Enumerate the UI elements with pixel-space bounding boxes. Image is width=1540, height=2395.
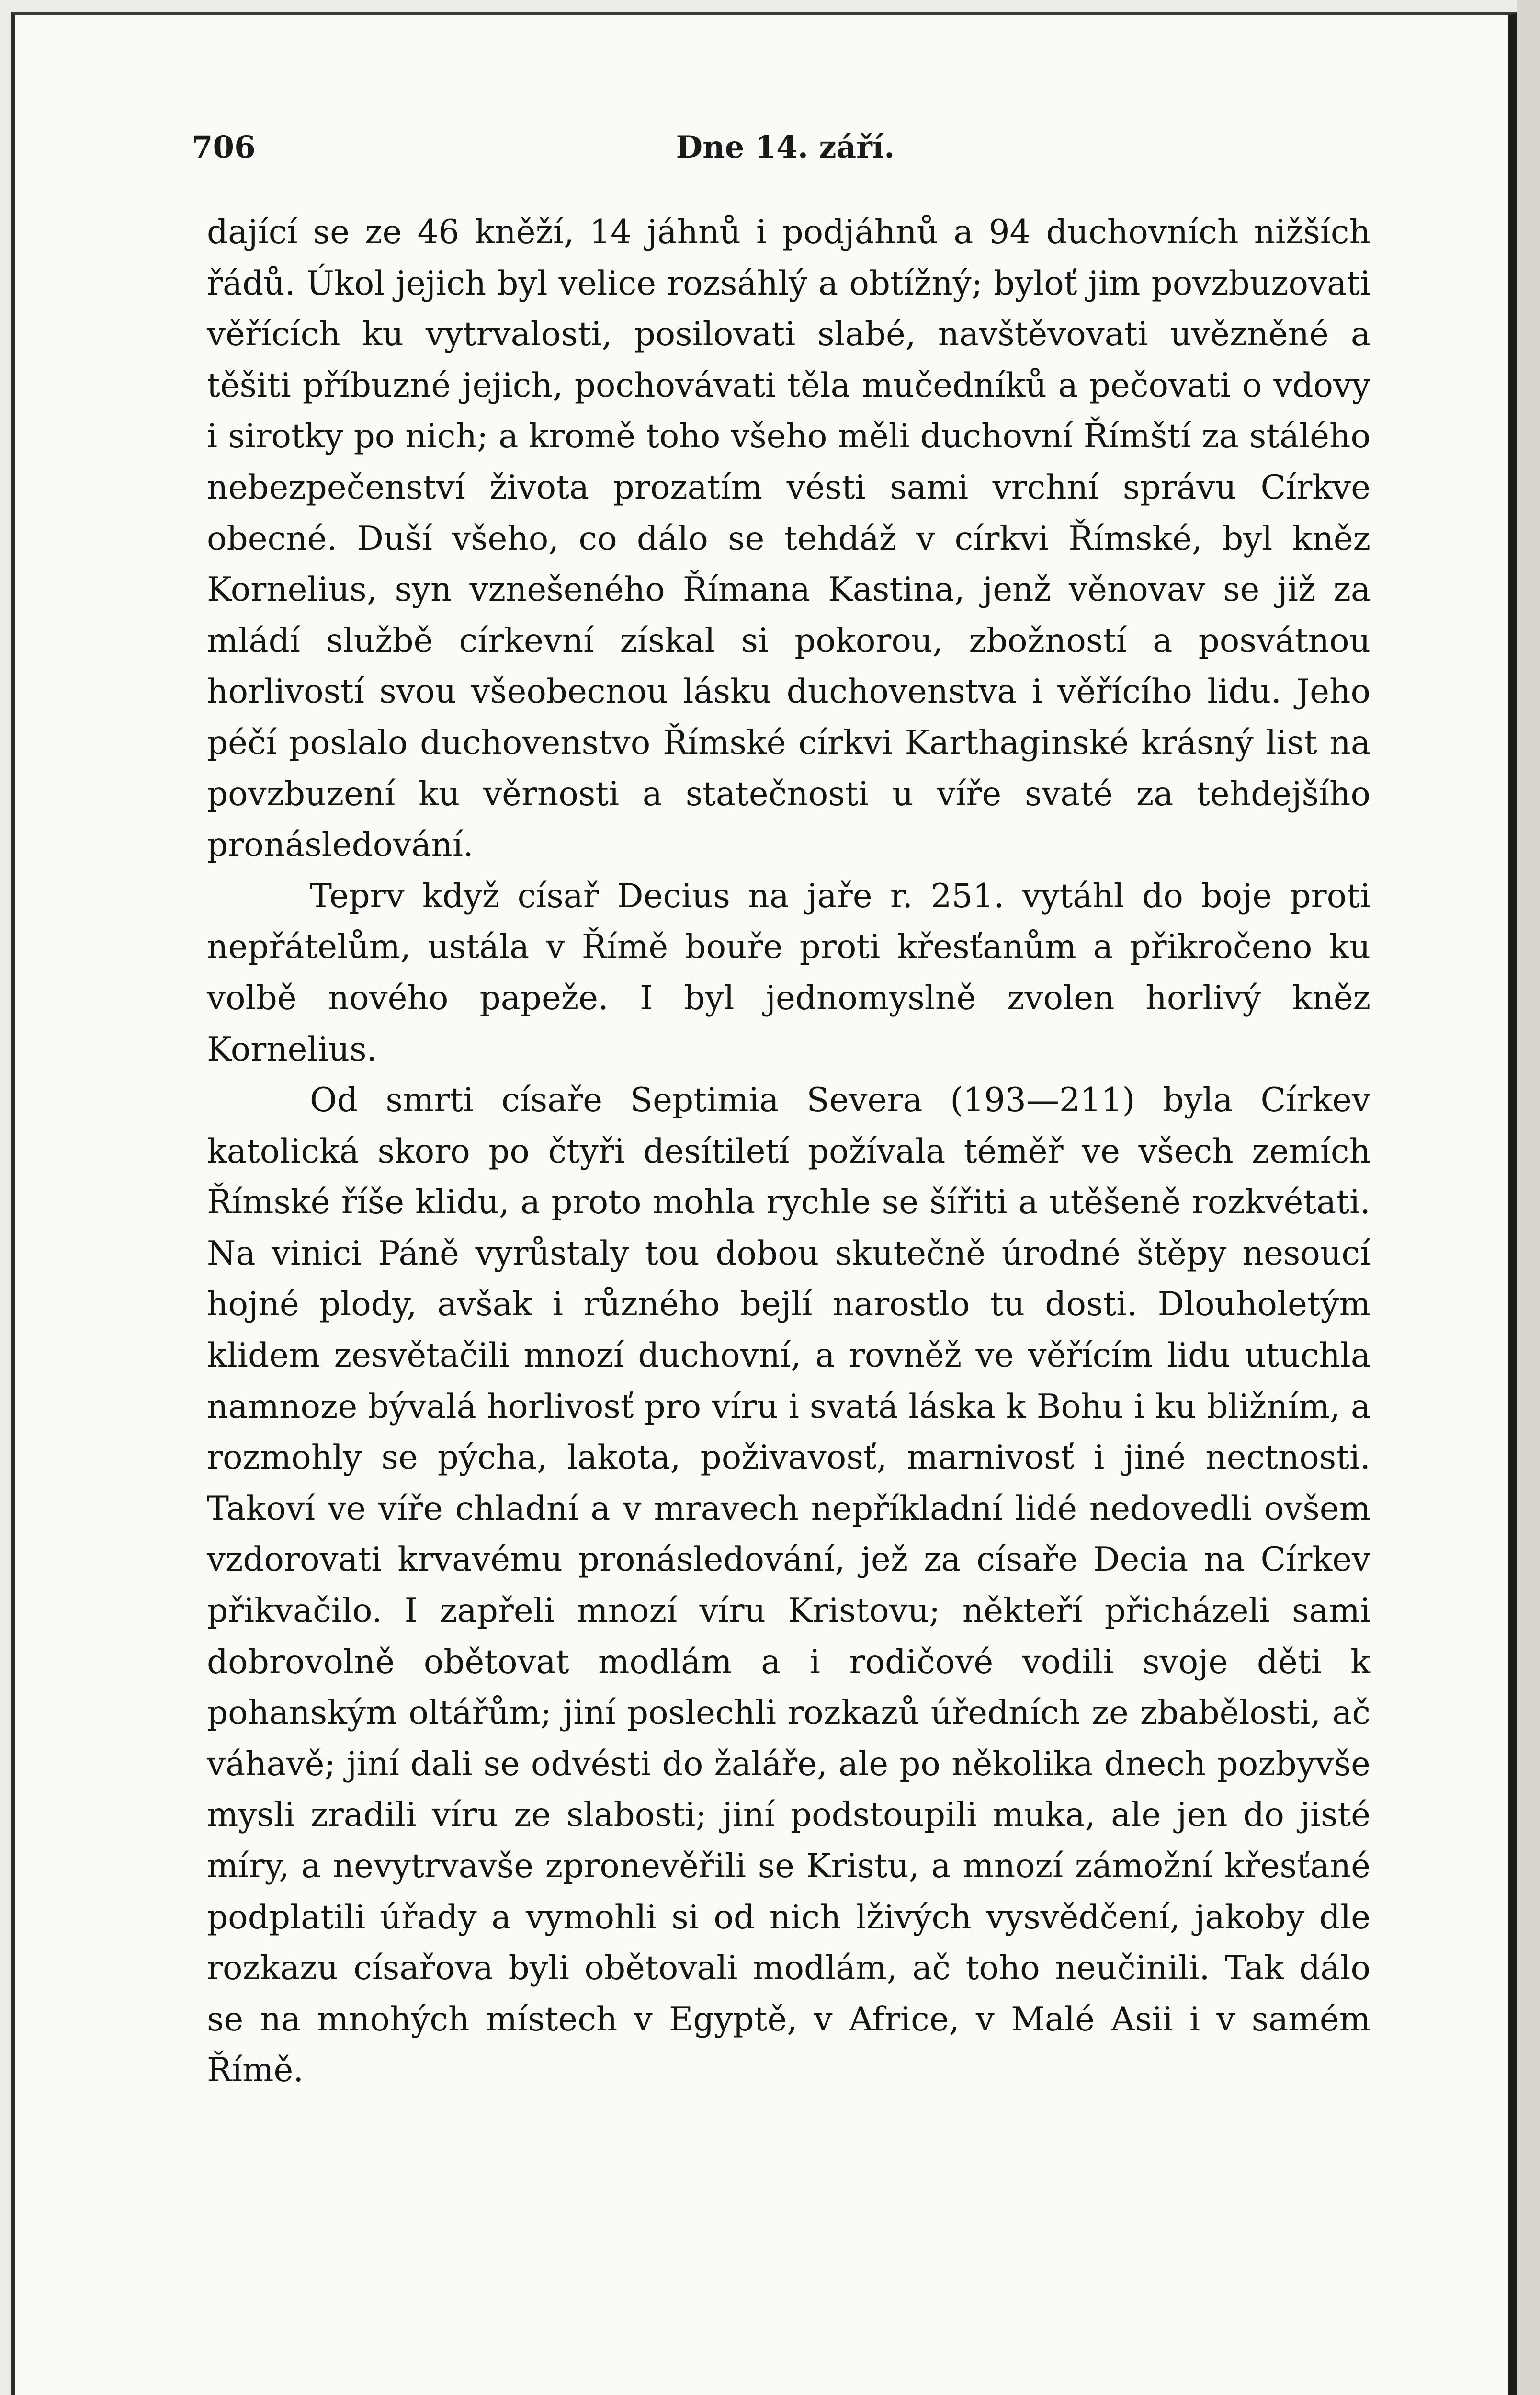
body-text <box>207 207 1370 2096</box>
paragraph: dající se ze 46 kněží, 14 jáhnů i podjáhnů a 94 duchovních nižších řádů. Úkol jejich byl velice rozsáhlý a obtížný; byloť jim povzbuzovati věřících ku vytrvalosti, posilovati slabé, navštěvovati uvězněné a těšiti příbuzné jejich, pochovávati těla mučedníků a pečovati o vdovy i sirotky po nich; a kromě toho všeho měli duchovní Římští za stálého nebezpečenství života prozatím vésti sami vrchní správu Církve obecné. Duší všeho, co dálo se tehdáž v církvi Římské, byl kněz Kornelius, syn vznešeného Římana Kastina, jenž věnovav se již za mládí službě církevní získal si pokorou, zbožností a posvátnou horlivostí svou všeobecnou lásku duchovenstva i věřícího lidu. Jeho péčí poslalo duchovenstvo Římské církvi Karthaginské krásný list na povzbuzení ku věrnosti a statečnosti u víře svaté za tehdejšího pronásledování. <box>207 213 1370 865</box>
page-header <box>192 129 1379 187</box>
paragraph: Teprv když císař Decius na jaře r. 251. vytáhl do boje proti nepřátelům, ustála v Římě bouře proti křesťanům a přikročeno ku volbě nového papeže. I byl jednomyslně zvolen horlivý kněz Kornelius. <box>207 877 1370 1069</box>
page-edge <box>1517 0 1540 2395</box>
page-number: 706 <box>192 129 256 165</box>
paragraph: Od smrti císaře Septimia Severa (193—211) byla Církev katolická skoro po čtyři desítiletí požívala téměř ve všech zemích Římské říše klidu, a proto mohla rychle se šířiti a utěšeně rozkvétati. Na vinici Páně vyrůstaly tou dobou skutečně úrodné štěpy nesoucí hojné plody, avšak i různého bejlí narostlo tu dosti. Dlouholetým klidem zesvětačili mnozí duchovní, a rovněž ve věřícím lidu utuchla namnoze bývalá horlivosť pro víru i svatá láska k Bohu i ku bližním, a rozmohly se pýcha, lakota, poživavosť, marnivosť i jiné nectnosti. Takoví ve víře chladní a v mravech nepříkladní lidé nedovedli ovšem vzdorovati krvavému pronásledování, jež za císaře Decia na Církev přikvačilo. I zapřeli mnozí víru Kristovu; někteří přicházeli sami dobrovolně obětovat modlám a i rodičové vodili svoje děti k pohanským oltářům; jiní poslechli rozkazů úředních ze zbabělosti, ač váhavě; jiní dali se odvésti do žaláře, ale po několika dnech pozbyvše mysli zradili víru ze slabosti; jiní podstoupili muka, ale jen do jisté míry, a nevytrvavše zpronevěřili se Kristu, a mnozí zámožní křesťané podplatili úřady a vymohli si od nich lživých vysvědčení, jakoby dle rozkazu císařova byli obětovali modlám, ač toho neučinili. Tak dálo se na mnohých místech v Egyptě, v Africe, v Malé Asii i v samém Římě. <box>207 1081 1370 2090</box>
running-title: Dne 14. září. <box>676 129 895 165</box>
